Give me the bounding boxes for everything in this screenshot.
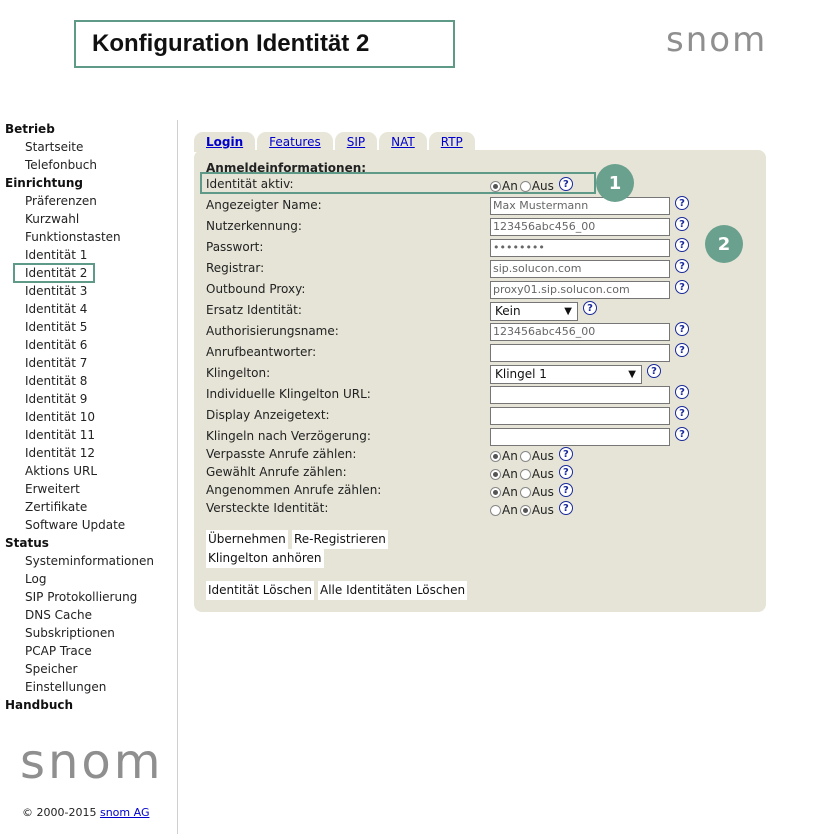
field-label: Angezeigter Name:: [206, 198, 322, 212]
sidebar-item-präferenzen[interactable]: [5, 192, 154, 210]
sidebar-section-betrieb: [5, 120, 154, 138]
identity-settings-panel: [194, 150, 766, 612]
sidebar-item-label: Startseite: [25, 140, 84, 154]
field-row-ersatz-identität: [206, 301, 756, 321]
help-icon[interactable]: ?: [675, 406, 689, 420]
field-row-display-anzeigetext: [206, 406, 756, 426]
sidebar-item-label: Software Update: [25, 518, 126, 532]
field-label: Gewählt Anrufe zählen:: [206, 465, 347, 479]
field-label: Versteckte Identität:: [206, 501, 329, 515]
sidebar-item-label: Identität 7: [25, 356, 88, 370]
field-label: Registrar:: [206, 261, 265, 275]
field-control: [490, 196, 689, 216]
angezeigter-name-input[interactable]: Max Mustermann: [490, 197, 670, 215]
field-row-nutzerkennung: [206, 217, 756, 237]
radio-label-off: Aus: [531, 467, 554, 481]
tab-bar: [194, 132, 477, 152]
field-label: Nutzerkennung:: [206, 219, 302, 233]
sidebar-item-label: Einrichtung: [5, 176, 83, 190]
sidebar-item-label: DNS Cache: [25, 608, 92, 622]
sidebar-item-identität-2[interactable]: [5, 264, 154, 282]
sidebar-item-label: Handbuch: [5, 698, 74, 712]
sidebar-item-erweitert[interactable]: [5, 480, 154, 498]
radio-label-on: An: [502, 467, 518, 481]
sidebar-item-label: SIP Protokollierung: [25, 590, 138, 604]
sidebar-nav: [5, 120, 154, 714]
klingeln-nach-verzögerung-input[interactable]: [490, 428, 670, 446]
radio-label-on: An: [502, 449, 518, 463]
radio-off[interactable]: [520, 469, 531, 480]
field-label: Angenommen Anrufe zählen:: [206, 483, 382, 497]
sidebar-section-handbuch: [5, 696, 154, 714]
field-control: [490, 406, 689, 426]
help-icon[interactable]: ?: [675, 427, 689, 441]
sidebar-section-status: [5, 534, 154, 552]
field-control: [490, 217, 689, 237]
sidebar-item-label: Identität 8: [25, 374, 88, 388]
sidebar-item-einstellungen[interactable]: [5, 678, 154, 696]
field-row-klingelton: [206, 364, 756, 384]
sidebar-item-label: Identität 3: [25, 284, 88, 298]
ersatz-identität-select[interactable]: [490, 302, 578, 321]
field-label: Ersatz Identität:: [206, 303, 302, 317]
field-control: [490, 500, 573, 520]
identity-active-highlight: [200, 172, 596, 194]
help-icon[interactable]: ?: [675, 238, 689, 252]
field-row-versteckte-identität: [206, 500, 756, 520]
sidebar-section-einrichtung: [5, 174, 154, 192]
sidebar-item-pcap-trace[interactable]: [5, 642, 154, 660]
field-control: [490, 238, 689, 258]
display-anzeigetext-input[interactable]: [490, 407, 670, 425]
nutzerkennung-input[interactable]: 123456abc456_00: [490, 218, 670, 236]
radio-label-on: An: [502, 485, 518, 499]
radio-label-off: Aus: [531, 485, 554, 499]
tab-login[interactable]: Login: [194, 132, 255, 152]
copyright-link[interactable]: snom AG: [99, 806, 150, 819]
sidebar-item-label: Präferenzen: [25, 194, 97, 208]
sidebar-item-kurzwahl[interactable]: [5, 210, 154, 228]
sidebar-item-label: Log: [25, 572, 47, 586]
tab-nat[interactable]: NAT: [379, 132, 427, 152]
sidebar-item-zertifikate[interactable]: [5, 498, 154, 516]
field-row-verpasste-anrufe-zählen: [206, 446, 756, 466]
apply-button[interactable]: Übernehmen: [206, 530, 288, 549]
sidebar-item-label: Erweitert: [25, 482, 80, 496]
field-row-angezeigter-name: [206, 196, 756, 216]
klingelton-select[interactable]: [490, 365, 642, 384]
sidebar-item-label: Aktions URL: [25, 464, 98, 478]
sidebar-item-label: Systeminformationen: [25, 554, 154, 568]
radio-label-on: An: [502, 179, 518, 193]
field-control: [490, 446, 573, 466]
sidebar-item-label: Identität 6: [25, 338, 88, 352]
registrar-input[interactable]: sip.solucon.com: [490, 260, 670, 278]
sidebar-item-label: Funktionstasten: [25, 230, 121, 244]
sidebar-item-label: PCAP Trace: [25, 644, 92, 658]
field-row-outbound-proxy: [206, 280, 756, 300]
sidebar-item-identität-5[interactable]: [5, 318, 154, 336]
radio-on[interactable]: [490, 451, 501, 462]
sidebar-item-label: Identität 1: [25, 248, 88, 262]
field-row-gewählt-anrufe-zählen: [206, 464, 756, 484]
select-value: Kein: [495, 303, 521, 318]
radio-label-off: Aus: [531, 449, 554, 463]
snom-logo: snom: [666, 20, 768, 60]
callout-badge-1: 1: [596, 164, 634, 202]
field-row-individuelle-klingelton-url: [206, 385, 756, 405]
radio-off[interactable]: [520, 505, 531, 516]
sidebar-item-identität-1[interactable]: [5, 246, 154, 264]
radio-off[interactable]: [520, 451, 531, 462]
sidebar-item-identität-3[interactable]: [5, 282, 154, 300]
sidebar-item-label: Subskriptionen: [25, 626, 115, 640]
field-label: Authorisierungsname:: [206, 324, 339, 338]
sidebar-item-subskriptionen[interactable]: [5, 624, 154, 642]
help-icon[interactable]: ?: [675, 343, 689, 357]
field-control: [490, 259, 689, 279]
field-control: [490, 322, 689, 342]
radio-label-on: An: [502, 503, 518, 517]
help-icon[interactable]: ?: [559, 447, 573, 461]
passwort-input[interactable]: ••••••••: [490, 239, 670, 257]
field-row-passwort: [206, 238, 756, 258]
play-ringtone-button[interactable]: Klingelton anhören: [206, 549, 324, 568]
chevron-down-icon: ▼: [564, 305, 572, 317]
field-control: [490, 427, 689, 447]
section-title: Anmeldeinformationen:: [206, 161, 367, 175]
sidebar-item-label: Identität 9: [25, 392, 88, 406]
field-control: [490, 385, 689, 405]
field-row-authorisierungsname: [206, 322, 756, 342]
field-control: [490, 343, 689, 363]
help-icon[interactable]: ?: [675, 280, 689, 294]
sidebar-item-label: Kurzwahl: [25, 212, 80, 226]
copyright-text: © 2000-2015: [22, 806, 97, 819]
sidebar-item-label: Status: [5, 536, 49, 550]
sidebar-item-systeminformationen[interactable]: [5, 552, 154, 570]
field-control: [490, 301, 597, 321]
radio-off[interactable]: [520, 487, 531, 498]
reregister-button[interactable]: Re-Registrieren: [292, 530, 388, 549]
field-label: Display Anzeigetext:: [206, 408, 330, 422]
copyright: [22, 806, 149, 819]
sidebar-item-identität-7[interactable]: [5, 354, 154, 372]
anrufbeantworter-input[interactable]: [490, 344, 670, 362]
sidebar-item-label: Speicher: [25, 662, 78, 676]
tab-rtp[interactable]: RTP: [429, 132, 475, 152]
field-control: [490, 280, 689, 300]
field-label: Anrufbeantworter:: [206, 345, 317, 359]
sidebar-item-identität-4[interactable]: [5, 300, 154, 318]
help-icon[interactable]: ?: [583, 301, 597, 315]
radio-on[interactable]: [490, 505, 501, 516]
callout-badge-2: 2: [705, 225, 743, 263]
field-label: Passwort:: [206, 240, 264, 254]
field-row-klingeln-nach-verzögerung: [206, 427, 756, 447]
sidebar-item-software-update[interactable]: [5, 516, 154, 534]
sidebar-item-identität-6[interactable]: [5, 336, 154, 354]
sidebar-item-label: Telefonbuch: [25, 158, 97, 172]
sidebar-item-log[interactable]: [5, 570, 154, 588]
sidebar-item-label: Betrieb: [5, 122, 55, 136]
outbound-proxy-input[interactable]: proxy01.sip.solucon.com: [490, 281, 670, 299]
sidebar-item-dns-cache[interactable]: [5, 606, 154, 624]
sidebar-item-label: Identität 10: [25, 410, 96, 424]
help-icon[interactable]: ?: [559, 501, 573, 515]
tab-sip[interactable]: SIP: [335, 132, 377, 152]
sidebar-item-label: Zertifikate: [25, 500, 88, 514]
field-label: Outbound Proxy:: [206, 282, 306, 296]
sidebar-item-identität-12[interactable]: [5, 444, 154, 462]
sidebar-item-label: Identität 4: [25, 302, 88, 316]
sidebar-item-label: Einstellungen: [25, 680, 107, 694]
help-icon[interactable]: ?: [675, 217, 689, 231]
field-control: [490, 364, 661, 384]
field-row-registrar: [206, 259, 756, 279]
sidebar-item-identität-8[interactable]: [5, 372, 154, 390]
sidebar-item-label: Identität 11: [25, 428, 96, 442]
help-icon[interactable]: ?: [559, 177, 573, 191]
help-icon[interactable]: ?: [675, 322, 689, 336]
page-title: Konfiguration Identität 2: [92, 30, 370, 57]
radio-on[interactable]: [490, 469, 501, 480]
sidebar-item-aktions-url[interactable]: [5, 462, 154, 480]
select-value: Klingel 1: [495, 366, 547, 381]
field-row-angenommen-anrufe-zählen: [206, 482, 756, 502]
field-row-anrufbeantworter: [206, 343, 756, 363]
sidebar-item-label: Identität 2: [15, 265, 93, 281]
sidebar-item-identität-11[interactable]: [5, 426, 154, 444]
delete-all-identities-button[interactable]: Alle Identitäten Löschen: [318, 581, 467, 600]
radio-label-off: Aus: [531, 503, 554, 517]
radio-on[interactable]: [490, 487, 501, 498]
chevron-down-icon: ▼: [628, 368, 636, 380]
help-icon[interactable]: ?: [559, 483, 573, 497]
snom-logo-bottom: snom: [20, 734, 164, 790]
sidebar-item-funktionstasten[interactable]: [5, 228, 154, 246]
sidebar-item-sip-protokollierung[interactable]: [5, 588, 154, 606]
sidebar-item-identität-10[interactable]: [5, 408, 154, 426]
sidebar-item-identität-9[interactable]: [5, 390, 154, 408]
individuelle-klingelton-url-input[interactable]: [490, 386, 670, 404]
radio-label-off: Aus: [531, 179, 554, 193]
help-icon[interactable]: ?: [647, 364, 661, 378]
field-control: [490, 482, 573, 502]
help-icon[interactable]: ?: [675, 259, 689, 273]
field-label: Verpasste Anrufe zählen:: [206, 447, 357, 461]
field-control: [490, 464, 573, 484]
delete-identity-button[interactable]: Identität Löschen: [206, 581, 314, 600]
sidebar-item-speicher[interactable]: [5, 660, 154, 678]
sidebar-item-label: Identität 12: [25, 446, 96, 460]
help-icon[interactable]: ?: [559, 465, 573, 479]
help-icon[interactable]: ?: [675, 385, 689, 399]
sidebar-item-label: Identität 5: [25, 320, 88, 334]
field-label: Individuelle Klingelton URL:: [206, 387, 371, 401]
field-label: Klingelton:: [206, 366, 271, 380]
help-icon[interactable]: ?: [675, 196, 689, 210]
sidebar-item-telefonbuch[interactable]: [5, 156, 154, 174]
authorisierungsname-input[interactable]: 123456abc456_00: [490, 323, 670, 341]
tab-features[interactable]: Features: [257, 132, 333, 152]
field-label: Identität aktiv:: [206, 177, 294, 191]
field-label: Klingeln nach Verzögerung:: [206, 429, 371, 443]
sidebar: [0, 120, 178, 834]
sidebar-item-startseite[interactable]: [5, 138, 154, 156]
page-title-box: [74, 20, 455, 68]
